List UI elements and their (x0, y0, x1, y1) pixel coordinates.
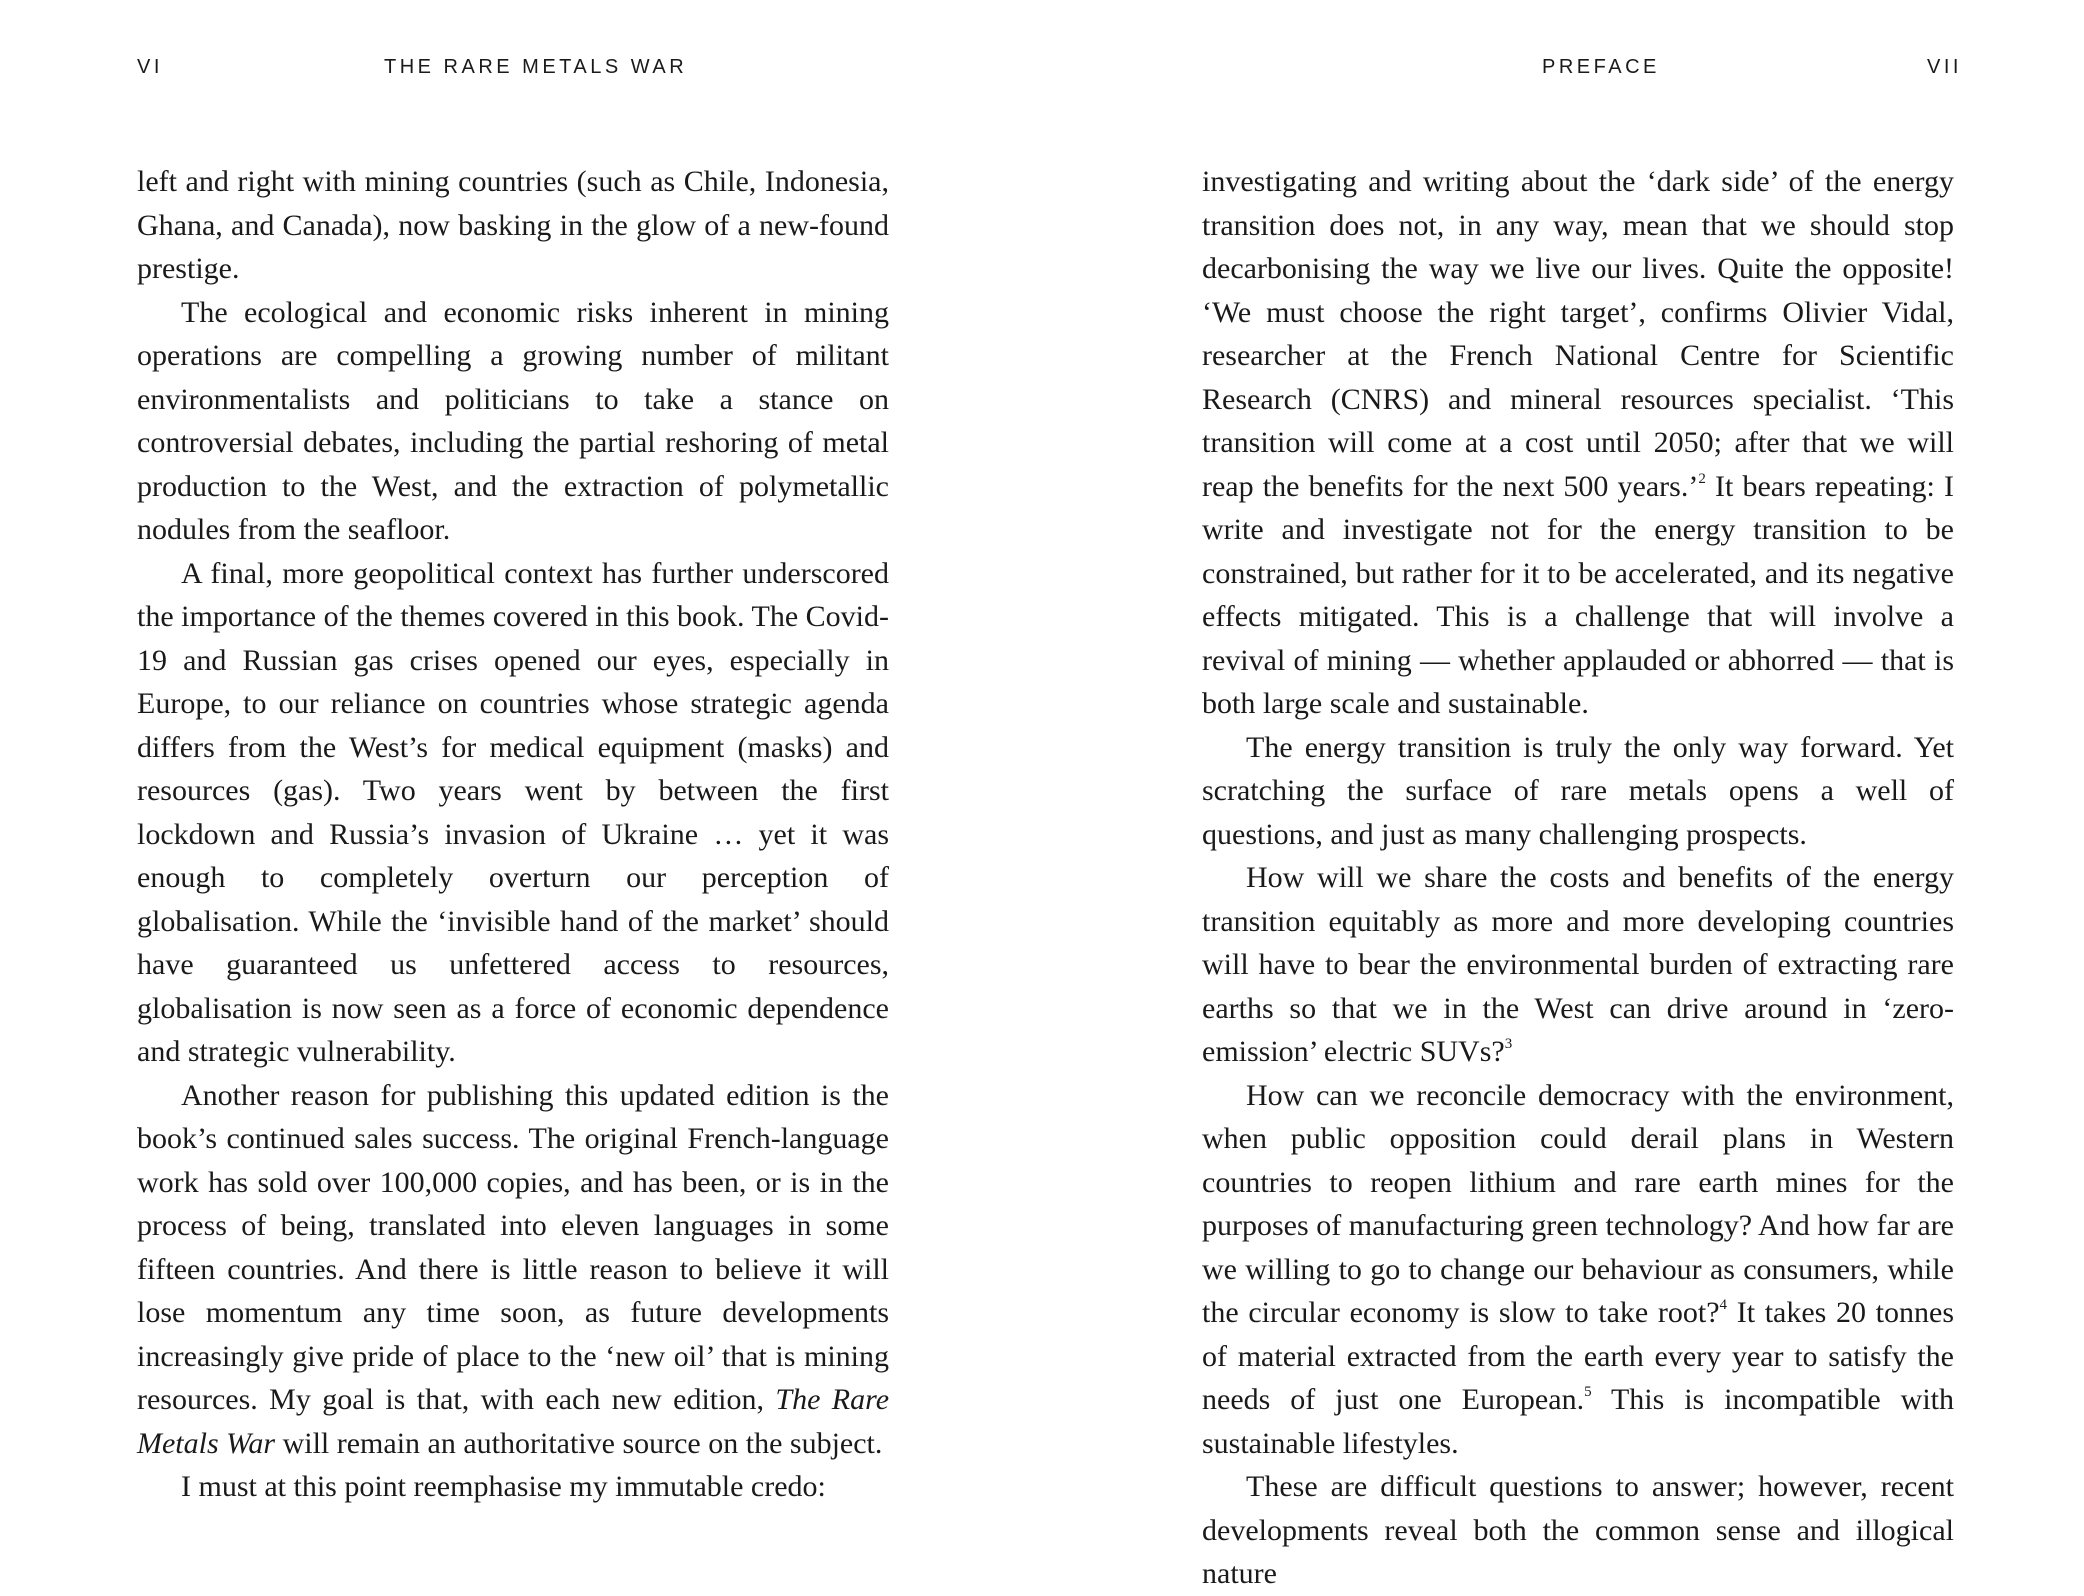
paragraph: These are difficult questions to answer; however, recent developments reveal both the common sense and illogical nature (1202, 1470, 1954, 1590)
footnote-marker: 4 (1719, 1297, 1728, 1313)
paragraph: The energy transition is truly the only way forward. Yet scratching the surface of rare metals opens a well of questions, and just as many challenging prospects. (1202, 730, 1954, 851)
paragraph: The ecological and economic risks inherent in mining operations are compelling a growing number of militant environmentalists and politicians to take a stance on controversial debates, including the partial reshoring of metal production to the West, and the extraction of polymetallic nodules from the seafloor. (137, 295, 889, 546)
paragraph: left and right with mining countries (such as Chile, Indonesia, Ghana, and Canada), now basking in the glow of a new-found prestige. (137, 165, 889, 285)
right-running-head: PREFACE (1542, 56, 1660, 78)
paragraph-text: Another reason for publishing this updated edition is the book’s continued sales success. The original French-language work has sold over 100,000 copies, and has been, or is in the process of being, translated into eleven languages in some fifteen countries. And there is little reason to believe it will lose momentum any time soon, as future developments increasingly give pride of place to the ‘new oil’ that is mining resources. My goal is that, with each new edition, (137, 1078, 889, 1416)
footnote-marker: 3 (1504, 1036, 1513, 1052)
paragraph-text: will remain an authoritative source on the subject. (275, 1426, 883, 1460)
paragraph-text: It takes 20 tonnes of material extracted from the earth every year to satisfy the needs of just one European. (1202, 1296, 1954, 1416)
book-title-italic: The Rare Metals War (137, 1383, 890, 1460)
paragraph (1202, 856, 1954, 1074)
right-text-block (1202, 160, 1954, 1596)
paragraph-text: How can we reconcile democracy with the environment, when public opposition could derail plans in Western countries to reopen lithium and rare earth mines for the purposes of manufacturing green technology? And how far are we willing to go to change our behaviour as consumers, while the circular economy is slow to take root? (1202, 1078, 1954, 1329)
paragraph: I must at this point reemphasise my immutable credo: (181, 1470, 826, 1503)
paragraph-text: investigating and writing about the ‘dark side’ of the energy transition does not, in any way, mean that we should stop decarbonising the way we live our lives. Quite the opposite! ‘We must choose the right target’, confirms Olivier Vidal, researcher at the French National Centre for Scientific Research (CNRS) and mineral resources specialist. ‘This transition will come at a cost until 2050; after that we will reap the benefits for the next 500 years.’ (1202, 165, 1954, 503)
paragraph (1202, 1074, 1954, 1466)
left-folio: VI (137, 56, 163, 78)
right-folio: VII (1927, 56, 1962, 78)
paragraph-text: It bears repeating: I write and investigate not for the energy transition to be constrained, but rather for it to be accelerated, and its negative effects mitigated. This is a challenge that will involve a revival of mining — whether applauded or abhorred — that is both large scale and sustainable. (1202, 469, 1954, 720)
paragraph-text: How will we share the costs and benefits of the energy transition equitably as more and more developing countries will have to bear the environmental burden of extracting rare earths so that we in the West can drive around in ‘zero-emission’ electric SUVs? (1202, 861, 1954, 1068)
paragraph-text: This is incompatible with sustainable lifestyles. (1202, 1383, 1955, 1460)
footnote-marker: 2 (1698, 470, 1706, 487)
left-text-block (137, 160, 889, 1509)
paragraph (137, 1074, 889, 1466)
paragraph (1202, 160, 1954, 726)
paragraph: A final, more geopolitical context has further underscored the importance of the themes covered in this book. The Covid-19 and Russian gas crises opened our eyes, especially in Europe, to our reliance on countries whose strategic agenda differs from the West’s for medical equipment (masks) and resources (gas). Two years went by between the first lockdown and Russia’s invasion of Ukraine … yet it was enough to completely overturn our perception of globalisation. While the ‘invisible hand of the market’ should have guaranteed us unfettered access to resources, globalisation is now seen as a force of economic dependence and strategic vulnerability. (137, 556, 889, 1068)
footnote-marker: 5 (1584, 1384, 1592, 1400)
left-page (0, 0, 1042, 1594)
left-running-head: THE RARE METALS WAR (384, 56, 688, 78)
right-page (1042, 0, 2084, 1594)
